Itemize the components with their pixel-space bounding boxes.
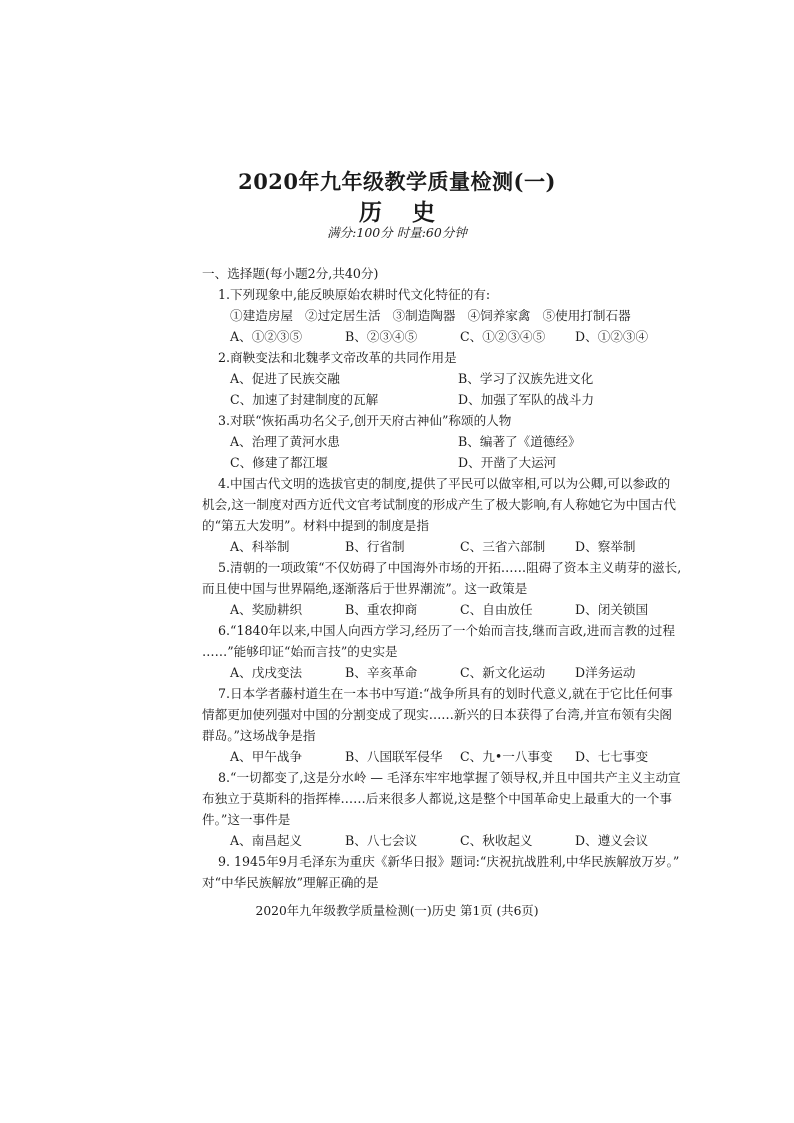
question-stem-line: 5.清朝的一项政策“不仅妨碍了中国海外市场的开拓……阻碍了资本主义萌芽的滋长,: [218, 560, 682, 575]
option-a: A、①②③⑤: [230, 329, 303, 344]
option-b: B、行省制: [345, 539, 405, 554]
option-row: [202, 368, 712, 389]
option-c: C、新文化运动: [460, 665, 546, 680]
option-b: B、辛亥革命: [345, 665, 418, 680]
page-footer: 2020年九年级教学质量检测(一)历史 第1页 (共6页): [255, 904, 539, 918]
question-1: [202, 284, 712, 347]
option-row: [202, 536, 712, 557]
question-stem-line: 对“中华民族解放”理解正确的是: [202, 875, 379, 890]
question-stem: 3.对联“恢拓禹功名父子,创开天府古神仙”称颂的人物: [218, 413, 512, 428]
question-9: [202, 851, 712, 893]
option-row: [202, 662, 712, 683]
question-2: [202, 347, 712, 410]
question-stem: 1.下列现象中,能反映原始农耕时代文化特征的有:: [218, 287, 491, 302]
question-stem: 2.商鞅变法和北魏孝文帝改革的共同作用是: [218, 350, 457, 365]
option-a: A、促进了民族交融: [230, 371, 340, 386]
question-stem-line: 机会,这一制度对西方近代文官考试制度的形成产生了极大影响,有人称她它为中国古代: [202, 497, 676, 512]
option-d: D、闭关锁国: [575, 602, 649, 617]
question-stem-line: 6.“1840年以来,中国人向西方学习,经历了一个始而言技,继而言政,进而言教的过程: [218, 623, 675, 638]
option-c: C、秋收起义: [460, 833, 533, 848]
option-c: C、①②③④⑤: [460, 329, 546, 344]
option-a: A、治理了黄河水患: [230, 434, 340, 449]
option-a: A、南昌起义: [230, 833, 303, 848]
option-row: [202, 830, 712, 851]
option-row: [202, 389, 712, 410]
option-b: B、八国联军侵华: [345, 749, 443, 764]
option-b: B、学习了汉族先进文化: [458, 371, 594, 386]
option-d: D、加强了军队的战斗力: [458, 392, 595, 407]
option-c: C、自由放任: [460, 602, 533, 617]
option-row: [202, 326, 712, 347]
question-stem-line: ……”能够印证“始而言技”的史实是: [202, 644, 398, 659]
option-c: C、九•一八事变: [460, 749, 553, 764]
question-stem-line: 群岛。”这场战争是指: [202, 728, 316, 743]
question-stem-line: 件。”这一事件是: [202, 812, 291, 827]
option-row: [202, 599, 712, 620]
option-b: B、重农抑商: [345, 602, 418, 617]
option-a: A、戊戌变法: [230, 665, 303, 680]
question-stem-line: 7.日本学者藤村道生在一本书中写道:“战争所具有的划时代意义,就在于它比任何事: [218, 686, 673, 701]
question-stem-line: 而且使中国与世界隔绝,逐渐落后于世界潮流”。这一政策是: [202, 581, 528, 596]
option-d: D、①②③④: [575, 329, 649, 344]
question-stem-line: 8.“一切都变了,这是分水岭 — 毛泽东牢牢地掌握了领导权,并且中国共产主义主动宣: [218, 770, 681, 785]
question-7: [202, 683, 712, 767]
option-c: C、加速了封建制度的瓦解: [230, 392, 379, 407]
question-8: [202, 767, 712, 851]
option-a: A、科举制: [230, 539, 290, 554]
question-3: [202, 410, 712, 473]
question-stem-line: 9. 1945年9月毛泽东为重庆《新华日报》题词:“庆祝抗战胜利,中华民族解放万岁。”: [218, 854, 680, 869]
option-a: A、奖励耕织: [230, 602, 303, 617]
question-stem-line: 4.中国古代文明的选拔官吏的制度,提供了平民可以做宰相,可以为公卿,可以参政的: [218, 476, 671, 491]
option-d: D洋务运动: [575, 665, 636, 680]
option-c: C、修建了都江堰: [230, 455, 328, 470]
subject-title: 历史: [359, 199, 465, 226]
question-stem-line: 的“第五大发明”。材料中提到的制度是指: [202, 518, 429, 533]
question-6: [202, 620, 712, 683]
question-4: [202, 473, 712, 557]
question-items: ①建造房屋 ②过定居生活 ③制造陶器 ④饲养家禽 ⑤使用打制石器: [230, 308, 631, 323]
option-row: [202, 746, 712, 767]
option-a: A、甲午战争: [230, 749, 303, 764]
exam-title: 2020年九年级教学质量检测(一): [238, 169, 556, 194]
option-d: D、开凿了大运河: [458, 455, 557, 470]
option-d: D、察举制: [575, 539, 636, 554]
question-5: [202, 557, 712, 620]
question-stem-line: 布独立于莫斯科的指挥棒……后来很多人都说,这是整个中国革命史上最重大的一个事: [202, 791, 672, 806]
option-b: B、八七会议: [345, 833, 418, 848]
option-b: B、②③④⑤: [345, 329, 418, 344]
section-heading: 一、选择题(每小题2分,共40分): [202, 266, 379, 281]
exam-info: 满分:100分 时量:60分钟: [327, 225, 467, 240]
option-d: D、遵义会议: [575, 833, 649, 848]
question-stem-line: 情都更加使列强对中国的分割变成了现实……新兴的日本获得了台湾,并宣布领有尖阁: [202, 707, 672, 722]
option-row: [202, 452, 712, 473]
option-row: [202, 431, 712, 452]
option-c: C、三省六部制: [460, 539, 546, 554]
option-d: D、七七事变: [575, 749, 649, 764]
option-b: B、编著了《道德经》: [458, 434, 581, 449]
question-section: [202, 263, 712, 893]
